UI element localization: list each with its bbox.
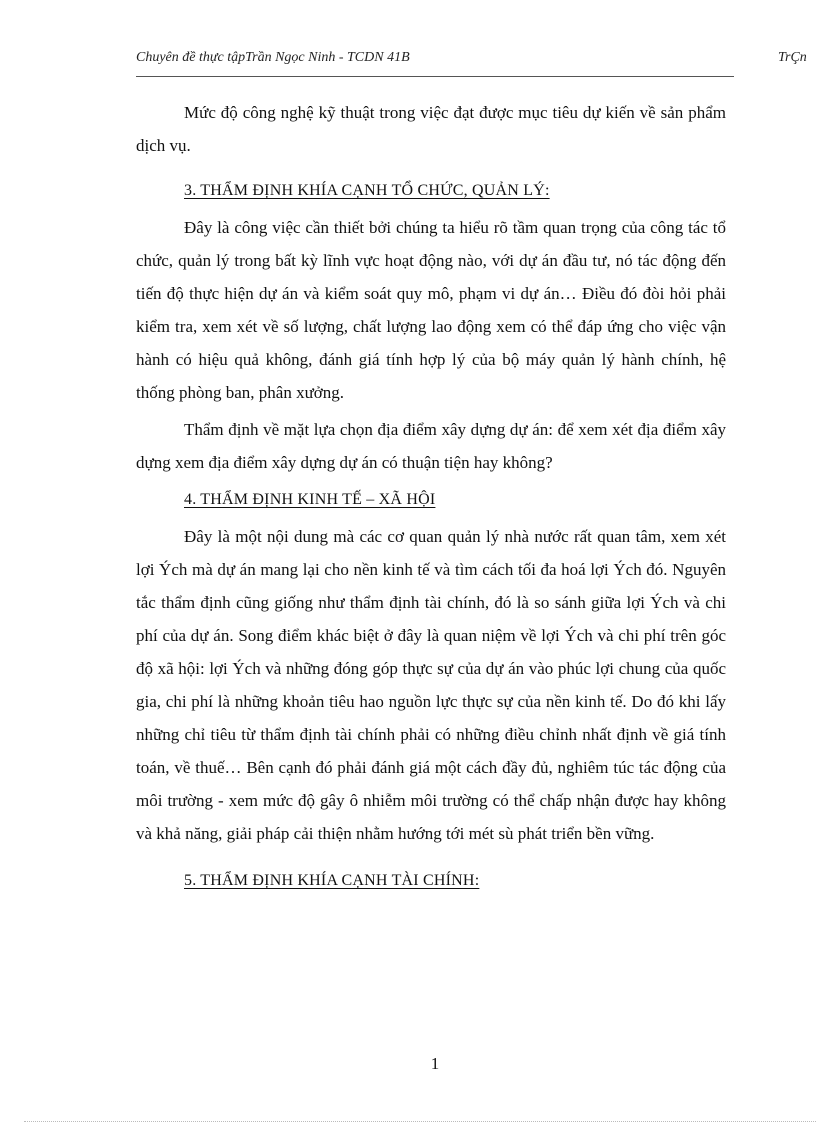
header-right-label: TrÇn	[778, 50, 807, 65]
page-number: 1	[430, 1054, 440, 1073]
paragraph-tech-level: Mức độ công nghệ kỹ thuật trong việc đạt được mục tiêu dự kiến về sản phẩm dịch vụ.	[136, 103, 726, 155]
document-body	[136, 96, 726, 897]
page-header	[0, 0, 816, 80]
section-heading-5: 5. THẨM ĐỊNH KHÍA CẠNH TÀI CHÍNH:	[184, 872, 480, 889]
section-heading-4: 4. THẨM ĐỊNH KINH TẾ – XÃ HỘI	[184, 491, 436, 508]
header-divider	[136, 76, 734, 77]
paragraph-socio-economic: Đây là một nội dung mà các cơ quan quản lý nhà nước rất quan tâm, xem xét lợi Ých mà dự án mang lại cho nền kinh tế và tìm cách tối đa hoá lợi Ých đó. Nguyên tắc thẩm định cũng giống như thẩm định tài chính, đó là so sánh giữa lợi Ých và chi phí của dự án. Song điểm khác biệt ở đây là quan niệm về lợi Ých và chi phí trên góc độ xã hội: lợi Ých và những đóng góp thực sự của dự án vào phúc lợi chung của quốc gia, chi phí là những khoản tiêu hao nguồn lực thực sự của nền kinh tế. Do đó khi lấy những chỉ tiêu từ thẩm định tài chính phải có những điều chỉnh nhất định về giá tính toán, về thuế… Bên cạnh đó phải đánh giá một cách đầy đủ, nghiêm túc tác động của môi trường - xem mức độ gây ô nhiễm môi trường có thể chấp nhận được hay không và khả năng, giải pháp cải thiện nhằm hướng tới mét sù phát triển bền vững.	[136, 527, 726, 843]
section-heading-3: 3. THẨM ĐỊNH KHÍA CẠNH TỔ CHỨC, QUẢN LÝ:	[184, 182, 550, 199]
header-title: Chuyên đề thực tậpTrần Ngọc Ninh - TCDN 41B	[136, 50, 410, 65]
footer-divider	[24, 1121, 816, 1122]
paragraph-organization: Đây là công việc cần thiết bởi chúng ta hiểu rõ tầm quan trọng của công tác tổ chức, quản lý trong bất kỳ lĩnh vực hoạt động nào, với dự án đầu tư, nó tác động đến tiến độ thực hiện dự án và kiểm soát quy mô, phạm vi dự án… Điều đó đòi hỏi phải kiểm tra, xem xét về số lượng, chất lượng lao động xem có thể đáp ứng cho việc vận hành có hiệu quả không, đánh giá tính hợp lý của bộ máy quản lý hành chính, hệ thống phòng ban, phân xưởng.	[136, 218, 726, 402]
paragraph-location: Thẩm định về mặt lựa chọn địa điểm xây dựng dự án: để xem xét địa điểm xây dựng xem địa điểm xây dựng dự án có thuận tiện hay không?	[136, 420, 726, 472]
